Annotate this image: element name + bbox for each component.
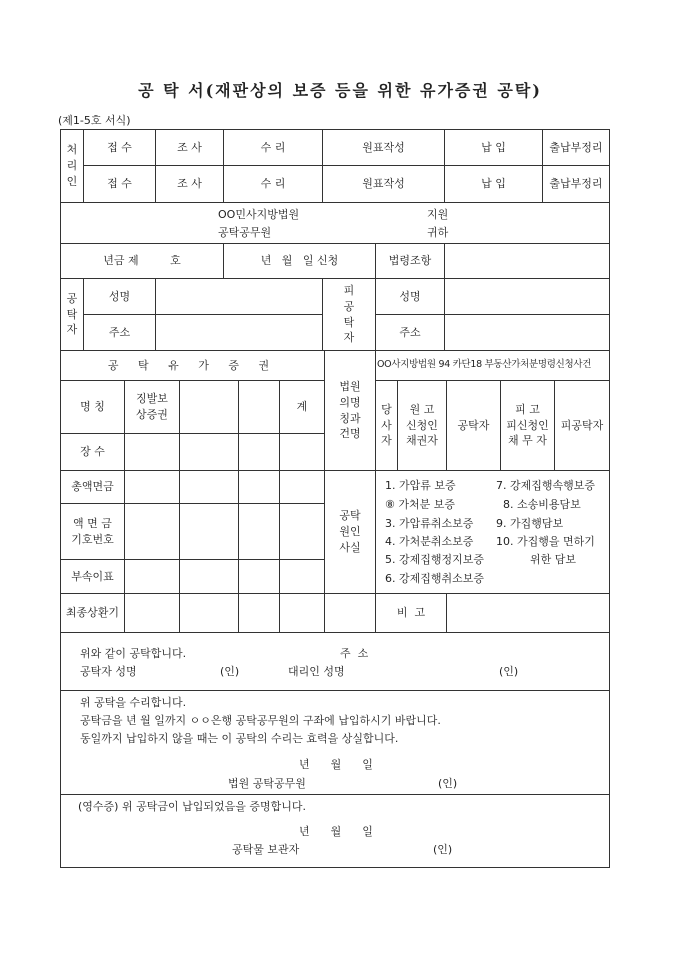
acceptance-text: 동일까지 납입하지 않을 때는 이 공탁의 수리는 효력을 상실합니다.	[80, 732, 399, 745]
court-address-box	[60, 202, 610, 244]
court-honorific: 귀하	[427, 226, 449, 239]
securities-total-label: 계	[279, 380, 325, 434]
case-label: 법원 의명 칭과 건명	[324, 350, 376, 471]
depositor-signature-label: 공탁자 성명	[80, 665, 137, 678]
count-cell[interactable]	[179, 433, 239, 471]
cause-option[interactable]: 9. 가집행담보	[496, 517, 564, 530]
party-depositor-label: 공탁자	[446, 380, 501, 471]
processing-cell: 조 사	[155, 129, 224, 166]
party-label: 당 사 자	[375, 380, 398, 471]
processing-cell: 수 리	[223, 165, 323, 203]
count-cell[interactable]	[124, 433, 180, 471]
plaintiff-label: 원 고 신청인 채권자	[397, 380, 447, 471]
cause-option[interactable]: 1. 가압류 보증	[385, 479, 456, 492]
officer-label: 법원 공탁공무원	[228, 777, 306, 790]
seal-mark: (인)	[499, 665, 519, 678]
cause-option[interactable]: 5. 강제집행정지보증	[385, 553, 484, 566]
securities-name-label: 명 칭	[60, 380, 125, 434]
face-serial-cell[interactable]	[124, 503, 180, 560]
cause-option-selected[interactable]: ⑧ 가처분 보증	[385, 498, 455, 511]
depositee-address-label: 주소	[375, 314, 445, 351]
acceptance-text: 공탁금을 년 월 일까지 ㅇㅇ은행 공탁공무원의 구좌에 납입하시기 바랍니다.	[80, 714, 441, 727]
count-cell[interactable]	[238, 433, 280, 471]
depositor-name-field[interactable]	[155, 278, 323, 315]
depositor-address-field[interactable]	[155, 314, 323, 351]
defendant-label: 피 고 피신청인 채 무 자	[500, 380, 555, 471]
cause-option[interactable]: 7. 강제집행속행보증	[496, 479, 595, 492]
receipt-text: (영수증) 위 공탁금이 납입되었음을 증명합니다.	[78, 800, 306, 813]
seal-mark: (인)	[433, 843, 453, 856]
securities-cell[interactable]	[238, 380, 280, 434]
face-serial-cell[interactable]	[279, 503, 325, 560]
count-cell[interactable]	[279, 433, 325, 471]
form-title: 공 탁 서(재판상의 보증 등을 위한 유가증권 공탁)	[138, 81, 542, 100]
depositee-address-field[interactable]	[444, 314, 610, 351]
law-article-field[interactable]	[444, 243, 610, 279]
securities-name-value: 징발보 상증권	[124, 380, 180, 434]
processing-cell: 원표작성	[322, 165, 445, 203]
redemption-label: 최종상환기	[60, 593, 125, 633]
securities-header: 공 탁 유 가 증 권	[60, 350, 325, 381]
court-branch: 지원	[427, 208, 449, 221]
cause-option-continuation: 위한 담보	[530, 553, 577, 566]
total-face-cell[interactable]	[179, 470, 239, 504]
total-face-label: 총액면금	[60, 470, 125, 504]
cause-option[interactable]: 10. 가집행을 면하기	[496, 535, 595, 548]
processing-cell: 접 수	[83, 129, 156, 166]
receipt-date: 년 월 일	[299, 825, 373, 838]
processing-cell: 수 리	[223, 129, 323, 166]
filing-number[interactable]: 년금 제 호	[60, 243, 224, 279]
face-serial-label: 액 면 금 기호번호	[60, 503, 125, 560]
face-serial-cell[interactable]	[238, 503, 280, 560]
depositor-name-label: 성명	[83, 278, 156, 315]
seal-mark: (인)	[220, 665, 240, 678]
declaration-text: 위와 같이 공탁합니다.	[80, 647, 187, 660]
processing-cell: 출납부정리	[542, 129, 610, 166]
court-officer: 공탁공무원	[218, 226, 272, 239]
remarks-label: 비 고	[375, 593, 447, 633]
depositee-name-field[interactable]	[444, 278, 610, 315]
total-face-cell[interactable]	[279, 470, 325, 504]
cause-option[interactable]: 8. 소송비용담보	[503, 498, 581, 511]
agent-signature-label: 대리인 성명	[288, 665, 345, 678]
total-face-cell[interactable]	[124, 470, 180, 504]
processing-cell: 조 사	[155, 165, 224, 203]
seal-mark: (인)	[438, 777, 458, 790]
face-serial-cell[interactable]	[179, 503, 239, 560]
declaration-box	[60, 632, 610, 691]
processing-cell: 접 수	[83, 165, 156, 203]
processing-cell: 출납부정리	[542, 165, 610, 203]
depositee-name-label: 성명	[375, 278, 445, 315]
depositee-label: 피 공 탁 자	[322, 278, 376, 351]
court-name: OO민사지방법원	[218, 208, 300, 221]
address-label: 주 소	[340, 647, 369, 660]
redemption-cell[interactable]	[124, 593, 180, 633]
redemption-cell[interactable]	[279, 593, 325, 633]
blank-cell	[324, 593, 376, 633]
coupon-cell[interactable]	[124, 559, 180, 594]
processing-cell: 원표작성	[322, 129, 445, 166]
redemption-cell[interactable]	[179, 593, 239, 633]
keeper-label: 공탁물 보관자	[232, 843, 300, 856]
form-number: (제1-5호 서식)	[58, 114, 131, 127]
total-face-cell[interactable]	[238, 470, 280, 504]
coupon-label: 부속이표	[60, 559, 125, 594]
cause-option[interactable]: 3. 가압류취소보증	[385, 517, 474, 530]
depositor-label: 공 탁 자	[60, 278, 84, 351]
cause-option[interactable]: 6. 강제집행취소보증	[385, 572, 484, 585]
coupon-cell[interactable]	[279, 559, 325, 594]
cause-option[interactable]: 4. 가처분취소보증	[385, 535, 474, 548]
coupon-cell[interactable]	[179, 559, 239, 594]
law-article-label: 법령조항	[375, 243, 445, 279]
acceptance-date: 년 월 일	[299, 758, 373, 771]
party-depositee-label: 피공탁자	[554, 380, 610, 471]
coupon-cell[interactable]	[238, 559, 280, 594]
redemption-cell[interactable]	[238, 593, 280, 633]
case-name: OO사지방법원 94 카단18 부동산가처분명령신청사건	[375, 350, 610, 381]
count-label: 장 수	[60, 433, 125, 471]
processing-cell: 납 입	[444, 165, 543, 203]
filing-date[interactable]: 년 월 일 신청	[223, 243, 376, 279]
remarks-field[interactable]	[446, 593, 610, 633]
acceptance-text: 위 공탁을 수리합니다.	[80, 696, 187, 709]
cause-label: 공탁 원인 사실	[324, 470, 376, 594]
processing-label: 처 리 인	[60, 129, 84, 203]
depositor-address-label: 주소	[83, 314, 156, 351]
processing-cell: 납 입	[444, 129, 543, 166]
securities-cell[interactable]	[179, 380, 239, 434]
